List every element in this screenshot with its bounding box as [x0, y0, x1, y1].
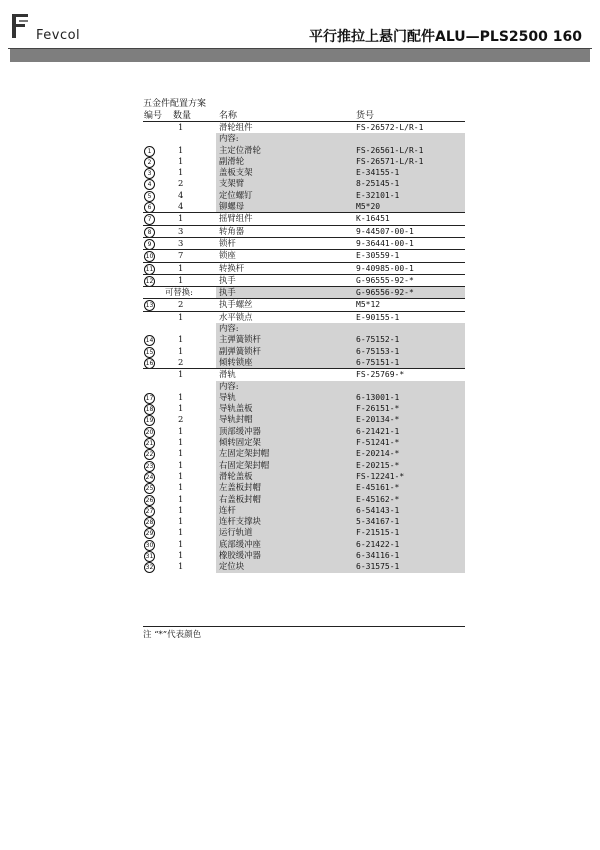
- table-row: [143, 539, 465, 550]
- item-number-circle: 20: [145, 428, 154, 436]
- item-number: [144, 156, 155, 168]
- item-number-circle: 24: [145, 473, 154, 481]
- item-name: 右盖板封帽: [219, 493, 261, 504]
- item-quantity: 4: [178, 189, 184, 200]
- item-part-number: E-32101-1: [356, 190, 400, 200]
- item-name: 左盖板封帽: [219, 482, 261, 493]
- table-row: [143, 323, 465, 334]
- item-quantity: 2: [178, 356, 184, 367]
- table-row: [143, 550, 465, 561]
- item-name: 副滑轮: [219, 155, 245, 166]
- item-name: 主弹簧锁杆: [219, 334, 261, 345]
- table-row: [143, 145, 465, 156]
- item-number: [144, 299, 155, 311]
- item-name: 连杆: [219, 504, 236, 515]
- row-shade: [216, 403, 465, 414]
- item-quantity: 1: [178, 403, 184, 414]
- item-number: [144, 539, 155, 551]
- item-name: 转换杆: [219, 262, 245, 273]
- item-number-circle: 3: [144, 168, 155, 179]
- item-part-number: 6-75152-1: [356, 335, 400, 345]
- item-number: [144, 275, 155, 287]
- item-number: [144, 226, 155, 238]
- item-part-number: M5*12: [356, 300, 381, 310]
- column-header-quantity: 数量: [173, 111, 192, 121]
- item-part-number: FS-26571-L/R-1: [356, 156, 424, 166]
- item-number: [144, 238, 155, 250]
- item-number-circle: 2: [144, 157, 155, 168]
- item-part-number: E-45161-*: [356, 483, 400, 493]
- item-name: 水平锁点: [219, 311, 253, 322]
- table-row: [143, 298, 465, 310]
- row-shade: [216, 133, 465, 144]
- item-quantity: 1: [178, 549, 184, 560]
- item-part-number: 6-21422-1: [356, 539, 400, 549]
- item-quantity: 1: [178, 470, 184, 481]
- row-shade: [216, 323, 465, 334]
- item-number-circle: 23: [145, 462, 154, 470]
- item-number: [144, 213, 155, 225]
- item-number: [144, 167, 155, 179]
- item-number: [144, 426, 155, 438]
- item-number-circle: 26: [145, 496, 154, 504]
- item-number: [144, 334, 155, 346]
- item-number-circle: 8: [144, 227, 155, 238]
- table-header: [143, 108, 465, 120]
- item-part-number: FS-26561-L/R-1: [356, 145, 424, 155]
- item-number: [144, 414, 155, 426]
- row-shade: [216, 275, 465, 286]
- header-band: [10, 49, 590, 62]
- row-shade: [216, 263, 465, 274]
- item-part-number: 6-54143-1: [356, 505, 400, 515]
- table-row: [143, 448, 465, 459]
- item-number-circle: 13: [145, 302, 154, 310]
- item-number-circle: 15: [145, 348, 154, 356]
- table-row: [143, 346, 465, 357]
- table-row: [143, 392, 465, 403]
- item-number: [144, 178, 155, 190]
- item-quantity: 1: [178, 262, 184, 273]
- item-number-circle: 7: [144, 214, 155, 225]
- item-number: [144, 550, 155, 562]
- item-name: 执手螺丝: [219, 299, 253, 310]
- item-quantity: 1: [178, 459, 184, 470]
- item-number-circle: 31: [145, 552, 154, 560]
- item-quantity: 1: [178, 527, 184, 538]
- item-quantity: 1: [178, 213, 184, 224]
- table-row: [143, 381, 465, 392]
- item-part-number: 9-36441-00-1: [356, 238, 414, 248]
- item-number: [144, 471, 155, 483]
- item-number: [144, 527, 155, 539]
- table-row: [143, 133, 465, 144]
- item-number: [144, 494, 155, 506]
- table-row: [143, 121, 465, 133]
- item-number-circle: 19: [145, 417, 154, 425]
- item-number: [144, 460, 155, 472]
- item-part-number: F-26151-*: [356, 404, 400, 414]
- item-name: 执手: [219, 287, 236, 298]
- column-header-part-number: 货号: [356, 111, 375, 121]
- item-number: [144, 190, 155, 202]
- table-row: [143, 190, 465, 201]
- item-quantity: 2: [178, 299, 184, 310]
- table-row: [143, 482, 465, 493]
- item-number-circle: 27: [145, 507, 154, 515]
- row-shade: [216, 369, 465, 380]
- item-part-number: G-96556-92-*: [356, 288, 414, 298]
- item-name: 盖板支架: [219, 167, 253, 178]
- item-number-circle: 1: [144, 146, 155, 157]
- table-row: [143, 178, 465, 189]
- parts-table: [143, 121, 465, 573]
- row-shade: [216, 299, 465, 310]
- table-row: [143, 357, 465, 368]
- item-quantity: 3: [178, 237, 184, 248]
- item-quantity: 1: [178, 493, 184, 504]
- row-shade: [216, 527, 465, 538]
- item-name: 底部缓冲座: [219, 538, 261, 549]
- item-part-number: E-20214-*: [356, 449, 400, 459]
- item-name: 导轨: [219, 391, 236, 402]
- table-row: [143, 460, 465, 471]
- item-number: [144, 437, 155, 449]
- item-part-number: G-96555-92-*: [356, 275, 414, 285]
- item-number: [144, 392, 155, 404]
- item-number-circle: 4: [144, 179, 155, 190]
- item-name: 执手: [219, 274, 236, 285]
- item-part-number: K-16451: [356, 214, 390, 224]
- table-row: [143, 471, 465, 482]
- row-shade: [216, 201, 465, 212]
- item-number: [144, 346, 155, 358]
- item-number-circle: 9: [144, 239, 155, 250]
- item-quantity: 1: [178, 155, 184, 166]
- item-name: 倾转固定架: [219, 437, 261, 448]
- row-shade: [216, 122, 465, 133]
- item-quantity: 1: [178, 538, 184, 549]
- row-shade: [216, 178, 465, 189]
- item-quantity: 3: [178, 225, 184, 236]
- logo-text: Fevcol: [36, 28, 81, 43]
- column-header-number: 编号: [144, 111, 163, 121]
- item-name: 锁杆: [219, 237, 236, 248]
- item-number-circle: 28: [145, 519, 154, 527]
- section-title: 五金件配置方案: [143, 99, 207, 109]
- item-name: 右固定架封帽: [219, 459, 270, 470]
- table-row: [143, 505, 465, 516]
- item-part-number: E-34155-1: [356, 168, 400, 178]
- item-name: 内容:: [219, 380, 239, 391]
- table-row: [143, 403, 465, 414]
- item-name: 橡胶缓冲器: [219, 549, 261, 560]
- item-part-number: FS-26572-L/R-1: [356, 123, 424, 132]
- item-part-number: 6-34116-1: [356, 550, 400, 560]
- page-title: 平行推拉上悬门配件ALU—PLS2500 160: [309, 29, 582, 45]
- item-number-circle: 14: [145, 337, 154, 345]
- item-quantity: 1: [178, 369, 184, 380]
- item-quantity: 4: [178, 201, 184, 212]
- item-name: 滑轮组件: [219, 122, 253, 132]
- item-number: [144, 561, 155, 573]
- item-name: 内容:: [219, 133, 239, 144]
- item-name: 主定位滑轮: [219, 144, 261, 155]
- table-row: [143, 527, 465, 538]
- alternative-label: 可替换:: [165, 287, 193, 298]
- item-number-circle: 16: [145, 359, 154, 367]
- item-part-number: E-20215-*: [356, 460, 400, 470]
- table-row: [143, 311, 465, 323]
- item-quantity: 1: [178, 448, 184, 459]
- item-number-circle: 30: [145, 541, 154, 549]
- item-name: 支架臂: [219, 178, 245, 189]
- item-quantity: 1: [178, 561, 184, 572]
- item-name: 导轨封帽: [219, 414, 253, 425]
- item-quantity: 1: [178, 122, 184, 132]
- item-number: [144, 357, 155, 369]
- table-row: [143, 437, 465, 448]
- item-quantity: 1: [178, 345, 184, 356]
- item-name: 定位螺钉: [219, 189, 253, 200]
- item-number-circle: 18: [145, 406, 154, 414]
- footnote: 注 “*”代表颜色: [143, 630, 202, 640]
- company-logo: [10, 12, 130, 48]
- item-name: 副弹簧锁杆: [219, 345, 261, 356]
- item-number: [144, 250, 155, 262]
- item-number: [144, 263, 155, 275]
- table-row: [143, 156, 465, 167]
- item-part-number: 6-31575-1: [356, 562, 400, 572]
- item-number: [144, 448, 155, 460]
- item-number-circle: 22: [145, 451, 154, 459]
- item-part-number: E-30559-1: [356, 251, 400, 261]
- item-quantity: 1: [178, 516, 184, 527]
- row-shade: [216, 392, 465, 403]
- table-row: [143, 334, 465, 345]
- item-part-number: 6-75151-1: [356, 357, 400, 367]
- item-number: [144, 482, 155, 494]
- item-part-number: E-45162-*: [356, 494, 400, 504]
- item-name: 内容:: [219, 323, 239, 334]
- table-row: [143, 274, 465, 286]
- item-part-number: 9-44507-00-1: [356, 226, 414, 236]
- item-name: 倾转锁座: [219, 356, 253, 367]
- item-part-number: 9-40985-00-1: [356, 263, 414, 273]
- item-name: 顶部缓冲器: [219, 425, 261, 436]
- row-shade: [216, 312, 465, 323]
- item-part-number: F-21515-1: [356, 528, 400, 538]
- item-number: [144, 505, 155, 517]
- item-part-number: F-51241-*: [356, 438, 400, 448]
- table-row: [143, 201, 465, 212]
- table-row: [143, 494, 465, 505]
- item-number-circle: 5: [144, 191, 155, 202]
- item-quantity: 1: [178, 437, 184, 448]
- item-quantity: 1: [178, 274, 184, 285]
- item-part-number: E-20134-*: [356, 415, 400, 425]
- table-row: [143, 286, 465, 298]
- table-row: [143, 237, 465, 249]
- item-quantity: 1: [178, 311, 184, 322]
- item-quantity: 1: [178, 425, 184, 436]
- item-name: 滑轨: [219, 369, 236, 380]
- item-quantity: 1: [178, 167, 184, 178]
- item-quantity: 1: [178, 144, 184, 155]
- item-number-circle: 25: [145, 485, 154, 493]
- table-row: [143, 426, 465, 437]
- item-number: [144, 145, 155, 157]
- item-part-number: 6-13001-1: [356, 392, 400, 402]
- row-shade: [216, 238, 465, 249]
- row-shade: [216, 213, 465, 224]
- item-part-number: FS-25769-*: [356, 370, 405, 380]
- table-row: [143, 212, 465, 224]
- item-number-circle: 12: [145, 277, 154, 285]
- item-name: 导轨盖板: [219, 403, 253, 414]
- table-row: [143, 561, 465, 572]
- item-name: 转角器: [219, 225, 245, 236]
- item-quantity: 1: [178, 504, 184, 515]
- item-part-number: M5*20: [356, 202, 381, 212]
- item-part-number: 5-34167-1: [356, 517, 400, 527]
- table-bottom-rule: [143, 626, 465, 627]
- item-name: 铆螺母: [219, 201, 245, 212]
- table-row: [143, 516, 465, 527]
- row-shade: [216, 226, 465, 237]
- item-number-circle: 10: [145, 253, 154, 261]
- item-number: [144, 201, 155, 213]
- row-shade: [216, 414, 465, 425]
- item-name: 定位块: [219, 561, 245, 572]
- row-shade: [216, 381, 465, 392]
- item-number-circle: 11: [145, 265, 154, 273]
- row-shade: [216, 156, 465, 167]
- item-part-number: 8-25145-1: [356, 179, 400, 189]
- table-row: [143, 368, 465, 380]
- item-part-number: 6-21421-1: [356, 426, 400, 436]
- item-name: 锁座: [219, 250, 236, 261]
- row-shade: [216, 561, 465, 572]
- column-header-name: 名称: [219, 111, 238, 121]
- table-row: [143, 262, 465, 274]
- item-name: 运行轨道: [219, 527, 253, 538]
- item-quantity: 7: [178, 250, 184, 261]
- table-row: [143, 414, 465, 425]
- item-number: [144, 403, 155, 415]
- table-row: [143, 167, 465, 178]
- item-name: 摇臂组件: [219, 213, 253, 224]
- item-number-circle: 6: [144, 202, 155, 213]
- item-number: [144, 516, 155, 528]
- row-shade: [216, 167, 465, 178]
- item-part-number: E-90155-1: [356, 312, 400, 322]
- row-shade: [216, 190, 465, 201]
- item-name: 连杆支撑块: [219, 516, 261, 527]
- item-quantity: 1: [178, 482, 184, 493]
- item-name: 左固定架封帽: [219, 448, 270, 459]
- item-number-circle: 29: [145, 530, 154, 538]
- item-quantity: 1: [178, 334, 184, 345]
- table-row: [143, 249, 465, 261]
- row-shade: [216, 287, 465, 298]
- item-number-circle: 21: [145, 440, 154, 448]
- logo-mark-icon: [10, 12, 30, 40]
- table-row: [143, 225, 465, 237]
- row-shade: [216, 505, 465, 516]
- item-number-circle: 17: [145, 394, 154, 402]
- item-quantity: 2: [178, 414, 184, 425]
- row-shade: [216, 471, 465, 482]
- row-shade: [216, 250, 465, 261]
- item-part-number: 6-75153-1: [356, 346, 400, 356]
- row-shade: [216, 357, 465, 368]
- item-number-circle: 32: [145, 564, 154, 572]
- item-quantity: 1: [178, 391, 184, 402]
- item-name: 滑轮盖板: [219, 470, 253, 481]
- item-quantity: 2: [178, 178, 184, 189]
- item-part-number: FS-12241-*: [356, 471, 405, 481]
